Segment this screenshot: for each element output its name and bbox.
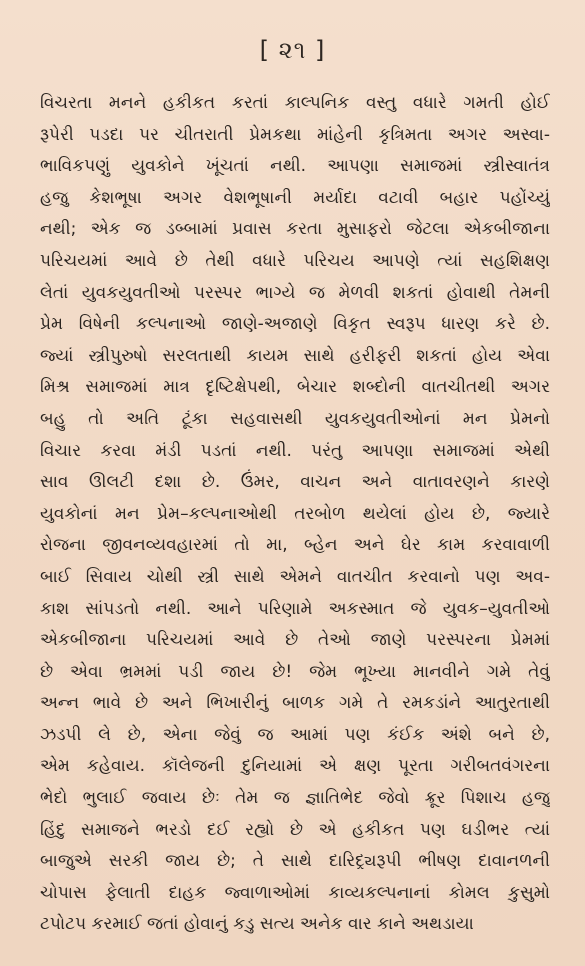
text-line: જ્યાં સ્ત્રીપુરુષો સરલતાથી કાયમ સાથે હરીફરી શકતાં હોય એવા — [40, 345, 550, 366]
text-line: ભેદો ભુલાઈ જવાય છેઃ તેમ જ જ્ઞાતિભેદ જેવો ક્રૂર પિશાચ હજુ — [40, 788, 550, 809]
text-line: બાઈ સિવાય ચોથી સ્ત્રી સાથે એમને વાતચીત કરવાનો પણ અવ- — [40, 566, 550, 587]
text-line: નથી; એક જ ડબ્બામાં પ્રવાસ કરતા મુસાફરો જેટલા એકબીજાના — [40, 219, 550, 240]
text-line: હજુ કેશભૂષા અગર વેશભૂષાની મર્યાદા વટાવી બહાર પહોંચ્યું — [40, 187, 550, 208]
text-line: બહુ તો અતિ ટૂંકા સહવાસથી યુવકયુવતીઓનાં મન પ્રેમનો — [40, 408, 550, 429]
text-line: રોજના જીવનવ્યવહારમાં તો મા, બ્હેન અને ઘેર કામ કરવાવાળી — [40, 535, 550, 556]
text-line: એકબીજાના પરિચયમાં આવે છે તેઓ જાણે પરસ્પરના પ્રેમમાં — [40, 630, 550, 651]
text-line: ટપોટપ કરમાઈ જતાં હોવાનું કડુ સત્ય અનેક વાર કાને અથડાયા — [40, 914, 474, 935]
text-line: ઝડપી લે છે, એના જેવું જ આમાં પણ કંઈક અંશે બને છે, — [40, 724, 550, 745]
text-line: ભાવિકપણું યુવકોને ખૂંચતાં નથી. આપણા સમાજમાં સ્ત્રીસ્વાતંત્ર — [40, 156, 550, 177]
text-line: ચોપાસ ફેલાતી દાહક જ્વાળાઓમાં કાવ્યકલ્પનાનાં કોમલ કુસુમો — [40, 882, 550, 903]
text-line: વિચાર કરવા મંડી પડતાં નથી. પરંતુ આપણા સમાજમાં એથી — [40, 440, 550, 461]
text-line: યુવકોનાં મન પ્રેમ–કલ્પનાઓથી તરબોળ થયેલાં હોય છે, જ્યારે — [40, 503, 550, 524]
text-line: લેતાં યુવકયુવતીઓ પરસ્પર ભાગ્યે જ મેળવી શકતાં હોવાથી તેમની — [40, 282, 550, 303]
text-line: સાવ ઊલટી દશા છે. ઉંમર, વાચન અને વાતાવરણને કારણે — [40, 472, 550, 493]
text-line: કાશ સાંપડતો નથી. આને પરિણામે અકસ્માત જે યુવક–યુવતીઓ — [40, 598, 550, 619]
text-line: બાજુએ સરકી જાય છે; તે સાથે દારિદ્ર્યરૂપી ભીષણ દાવાનળની — [40, 851, 550, 872]
text-line: છે એવા ભ્રમમાં પડી જાય છે! જેમ ભૂખ્યા માનવીને ગમે તેવું — [40, 661, 550, 682]
text-line: રૂપેરી પડદા પર ચીતરાતી પ્રેમકથા માંહેની કૃત્રિમતા અગર અસ્વા- — [40, 124, 550, 145]
text-line: એમ કહેવાય. કૉલેજની દુનિયામાં એ ક્ષણ પૂરતા ગરીબતવંગરના — [40, 756, 550, 777]
text-line: વિચરતા મનને હકીકત કરતાં કાલ્પનિક વસ્તુ વધારે ગમતી હોઈ — [40, 93, 550, 113]
text-line: અન્ન ભાવે છે અને ભિખારીનું બાળક ગમે તે રમકડાંને આતુરતાથી — [40, 693, 550, 714]
text-line: મિશ્ર સમાજમાં માત્ર દૃષ્ટિક્ષેપથી, બેચાર શબ્દોની વાતચીતથી અગર — [40, 377, 550, 398]
text-line: પ્રેમ વિષેની કલ્પનાઓ જાણે-અજાણે વિકૃત સ્વરૂપ ધારણ કરે છે. — [40, 314, 550, 335]
text-line: હિંદુ સમાજને ભરડો દઈ રહ્યો છે એ હકીકત પણ ઘડીભર ત્યાં — [40, 819, 550, 840]
text-line: પરિચયમાં આવે છે તેથી વધારે પરિચય આપણે ત્યાં સહશિક્ષણ — [40, 250, 550, 271]
page-number: [ ૨૧ ] — [259, 36, 326, 64]
body-text — [40, 88, 550, 941]
